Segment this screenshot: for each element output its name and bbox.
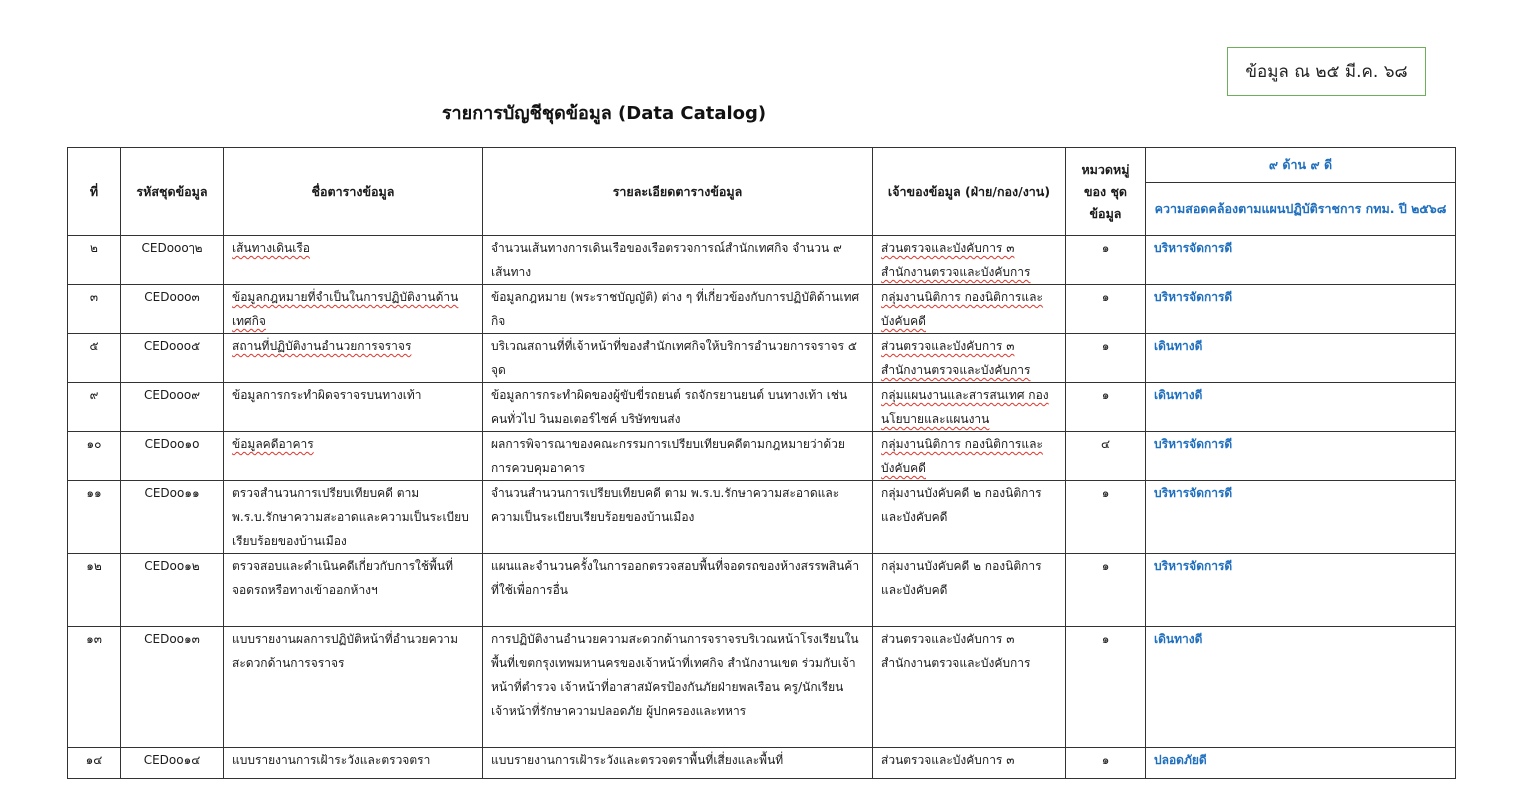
header-plan-group: ๙ ด้าน ๙ ดี (1146, 148, 1456, 183)
header-table-name: ชื่อตารางข้อมูล (224, 148, 483, 236)
table-row (68, 481, 1456, 554)
cell-no: ๙ (68, 383, 121, 432)
cell-owner (873, 432, 1066, 481)
data-catalog-table (67, 147, 1456, 779)
cell-code: CEDooo๓ (121, 285, 224, 334)
cell-owner (873, 383, 1066, 432)
cell-detail: ผลการพิจารณาของคณะกรรมการเปรียบเทียบคดีตามกฎหมายว่าด้วยการควบคุมอาคาร (483, 432, 873, 481)
cell-category: ๑ (1066, 748, 1146, 779)
cell-code: CEDoooๅ๒ (121, 236, 224, 285)
header-plan-sub: ความสอดคล้องตามแผนปฏิบัติราชการ กทม. ปี ๒๕๖๘ (1146, 183, 1456, 236)
cell-code: CEDoo๑๒ (121, 554, 224, 627)
cell-category: ๑ (1066, 236, 1146, 285)
table-row (68, 236, 1456, 285)
cell-owner: กลุ่มงานบังคับคดี ๒ กองนิติการและบังคับคดี (873, 481, 1066, 554)
cell-owner-text: ส่วนตรวจและบังคับการ ๓ สำนักงานตรวจและบังคับการ (881, 241, 1031, 279)
table-header-row (68, 148, 1456, 183)
cell-owner (873, 334, 1066, 383)
header-dataset-code: รหัสชุดข้อมูล (121, 148, 224, 236)
header-category: หมวดหมู่ ของ ชุดข้อมูล (1066, 148, 1146, 236)
cell-category: ๑ (1066, 627, 1146, 748)
cell-category: ๑ (1066, 481, 1146, 554)
header-owner: เจ้าของข้อมูล (ฝ่าย/กอง/งาน) (873, 148, 1066, 236)
cell-no: ๑๓ (68, 627, 121, 748)
cell-name (224, 236, 483, 285)
cell-owner-text: กลุ่มงานนิติการ กองนิติการและบังคับคดี (881, 437, 1043, 475)
cell-category: ๑ (1066, 334, 1146, 383)
cell-owner: กลุ่มงานบังคับคดี ๒ กองนิติการและบังคับคดี (873, 554, 1066, 627)
cell-category: ๑ (1066, 383, 1146, 432)
cell-owner: ส่วนตรวจและบังคับการ ๓ (873, 748, 1066, 779)
cell-plan: เดินทางดี (1146, 334, 1456, 383)
table-row (68, 554, 1456, 627)
cell-plan: เดินทางดี (1146, 627, 1456, 748)
cell-name: แบบรายงานการเฝ้าระวังและตรวจตรา (224, 748, 483, 779)
cell-name: ตรวจสอบและดำเนินคดีเกี่ยวกับการใช้พื้นที่จอดรถหรือทางเข้าออกห้างฯ (224, 554, 483, 627)
cell-no: ๕ (68, 334, 121, 383)
page-title: รายการบัญชีชุดข้อมูล (Data Catalog) (441, 103, 767, 124)
cell-name: แบบรายงานผลการปฏิบัติหน้าที่อำนวยความสะดวกด้านการจราจร (224, 627, 483, 748)
cell-plan: บริหารจัดการดี (1146, 554, 1456, 627)
cell-name (224, 334, 483, 383)
cell-plan: ปลอดภัยดี (1146, 748, 1456, 779)
cell-name: ข้อมูลการกระทำผิดจราจรบนทางเท้า (224, 383, 483, 432)
cell-detail: จำนวนสำนวนการเปรียบเทียบคดี ตาม พ.ร.บ.รักษาความสะอาดและความเป็นระเบียบเรียบร้อยของบ้านเมือง (483, 481, 873, 554)
cell-name: ตรวจสำนวนการเปรียบเทียบคดี ตาม พ.ร.บ.รักษาความสะอาดและความเป็นระเบียบเรียบร้อยของบ้านเมือง (224, 481, 483, 554)
data-as-of-box (1227, 47, 1426, 96)
cell-owner-text: กลุ่มแผนงานและสารสนเทศ กองนโยบายและแผนงาน (881, 388, 1049, 426)
cell-name-text: เส้นทางเดินเรือ (232, 241, 310, 255)
cell-no: ๑๒ (68, 554, 121, 627)
cell-owner: ส่วนตรวจและบังคับการ ๓ สำนักงานตรวจและบังคับการ (873, 627, 1066, 748)
header-no: ที่ (68, 148, 121, 236)
table-row (68, 285, 1456, 334)
cell-category: ๔ (1066, 432, 1146, 481)
cell-name (224, 285, 483, 334)
cell-plan: บริหารจัดการดี (1146, 236, 1456, 285)
table-row (68, 383, 1456, 432)
cell-plan: บริหารจัดการดี (1146, 285, 1456, 334)
cell-detail: การปฏิบัติงานอำนวยความสะดวกด้านการจราจรบริเวณหน้าโรงเรียนในพื้นที่เขตกรุงเทพมหานครของเจ้าหน้าที่เทศกิจ สำนักงานเขต ร่วมกับเจ้าหน้าที่ตำรวจ เจ้าหน้าที่อาสาสมัครป้องกันภัยฝ่ายพลเรือน ครู/นักเรียน เจ้าหน้าที่รักษาความปลอดภัย ผู้ปกครองและทหาร (483, 627, 873, 748)
cell-no: ๑๐ (68, 432, 121, 481)
cell-code: CEDoo๑๔ (121, 748, 224, 779)
table-row (68, 627, 1456, 748)
cell-no: ๒ (68, 236, 121, 285)
cell-code: CEDoo๑๑ (121, 481, 224, 554)
header-table-detail: รายละเอียดตารางข้อมูล (483, 148, 873, 236)
cell-no: ๑๔ (68, 748, 121, 779)
cell-plan: บริหารจัดการดี (1146, 481, 1456, 554)
cell-detail: ข้อมูลการกระทำผิดของผู้ขับขี่รถยนต์ รถจักรยานยนต์ บนทางเท้า เช่น คนทั่วไป วินมอเตอร์ไซค์ บริษัทขนส่ง (483, 383, 873, 432)
cell-owner-text: กลุ่มงานนิติการ กองนิติการและบังคับคดี (881, 290, 1043, 328)
cell-name (224, 432, 483, 481)
cell-code: CEDooo๙ (121, 383, 224, 432)
cell-no: ๑๑ (68, 481, 121, 554)
cell-owner (873, 236, 1066, 285)
cell-plan: บริหารจัดการดี (1146, 432, 1456, 481)
cell-name-text: ข้อมูลกฎหมายที่จำเป็นในการปฏิบัติงานด้านเทศกิจ (232, 290, 459, 328)
cell-name-text: ข้อมูลคดีอาคาร (232, 437, 314, 451)
cell-detail: ข้อมูลกฎหมาย (พระราชบัญญัติ) ต่าง ๆ ที่เกี่ยวข้องกับการปฏิบัติด้านเทศกิจ (483, 285, 873, 334)
cell-no: ๓ (68, 285, 121, 334)
cell-category: ๑ (1066, 285, 1146, 334)
cell-owner (873, 285, 1066, 334)
cell-detail: แบบรายงานการเฝ้าระวังและตรวจตราพื้นที่เสี่ยงและพื้นที่ (483, 748, 873, 779)
cell-name-text: สถานที่ปฏิบัติงานอำนวยการจราจร (232, 339, 412, 353)
cell-code: CEDoo๑o (121, 432, 224, 481)
cell-detail: จำนวนเส้นทางการเดินเรือของเรือตรวจการณ์สำนักเทศกิจ จำนวน ๙ เส้นทาง (483, 236, 873, 285)
cell-detail: บริเวณสถานที่ที่เจ้าหน้าที่ของสำนักเทศกิจให้บริการอำนวยการจราจร ๕ จุด (483, 334, 873, 383)
cell-code: CEDoo๑๓ (121, 627, 224, 748)
cell-detail: แผนและจำนวนครั้งในการออกตรวจสอบพื้นที่จอดรถของห้างสรรพสินค้าที่ใช้เพื่อการอื่น (483, 554, 873, 627)
cell-category: ๑ (1066, 554, 1146, 627)
table-row (68, 334, 1456, 383)
table-row (68, 748, 1456, 779)
cell-code: CEDooo๕ (121, 334, 224, 383)
cell-owner-text: ส่วนตรวจและบังคับการ ๓ สำนักงานตรวจและบังคับการ (881, 339, 1031, 377)
table-row (68, 432, 1456, 481)
data-as-of-label: ข้อมูล ณ ๒๕ มี.ค. ๖๘ (1245, 62, 1408, 82)
cell-plan: เดินทางดี (1146, 383, 1456, 432)
